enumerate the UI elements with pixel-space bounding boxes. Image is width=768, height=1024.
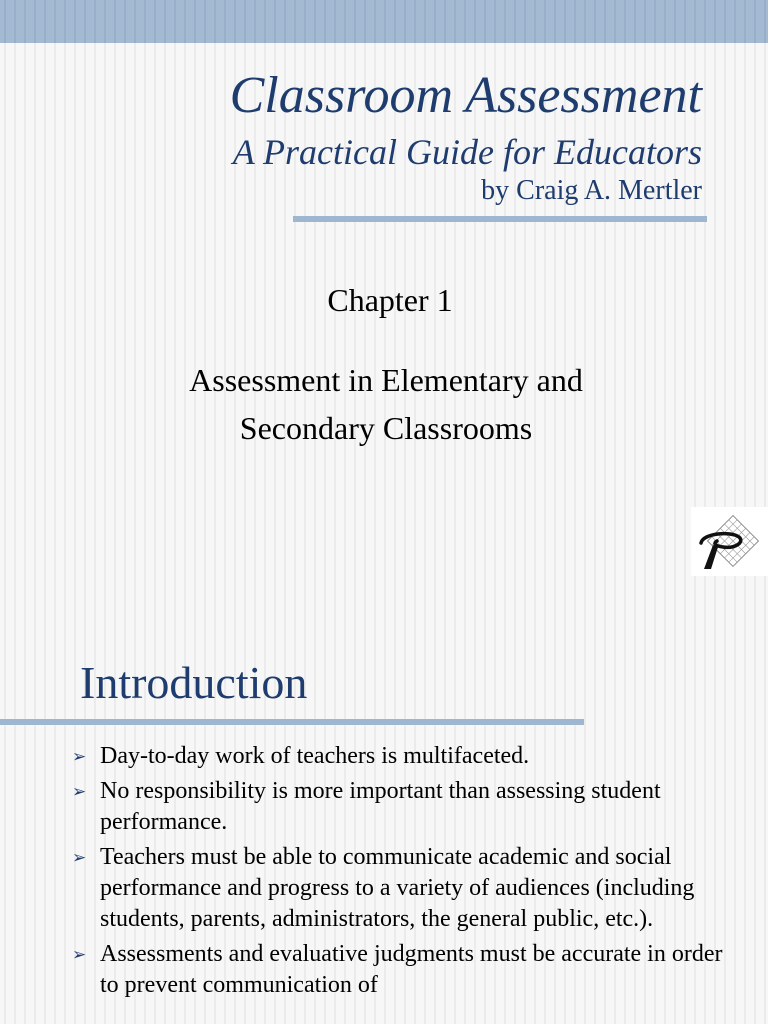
list-item <box>72 842 732 935</box>
publisher-p-logo-icon <box>691 507 768 576</box>
book-title: Classroom Assessment <box>229 67 702 124</box>
list-item <box>72 741 732 772</box>
bullet-text: Assessments and evaluative judgments must be accurate in order to prevent communication of <box>100 941 723 998</box>
list-item <box>72 776 732 838</box>
chapter-number: Chapter 1 <box>327 282 453 318</box>
book-subtitle: A Practical Guide for Educators <box>232 132 702 172</box>
arrowhead-bullet-icon: ➢ <box>72 747 87 767</box>
bullet-text: Day-to-day work of teachers is multifaceted. <box>100 743 530 769</box>
bullet-list <box>72 741 732 1005</box>
introduction-underline <box>0 719 584 725</box>
chapter-title-line-2: Secondary Classrooms <box>239 410 533 446</box>
list-item <box>72 939 732 1001</box>
arrowhead-bullet-icon: ➢ <box>72 945 87 965</box>
title-underline <box>293 216 707 222</box>
chapter-title-line-1: Assessment in Elementary and <box>189 362 583 398</box>
book-author: by Craig A. Mertler <box>481 175 702 206</box>
header-band <box>0 0 768 43</box>
arrowhead-bullet-icon: ➢ <box>72 782 87 802</box>
arrowhead-bullet-icon: ➢ <box>72 848 87 868</box>
bullet-text: Teachers must be able to communicate academic and social performance and progress to a variety of audiences (including students, parents, administrators, the general public, etc.). <box>100 844 695 932</box>
bullet-text: No responsibility is more important than assessing student performance. <box>100 778 661 835</box>
chapter-title <box>0 356 768 452</box>
introduction-heading: Introduction <box>80 657 308 708</box>
